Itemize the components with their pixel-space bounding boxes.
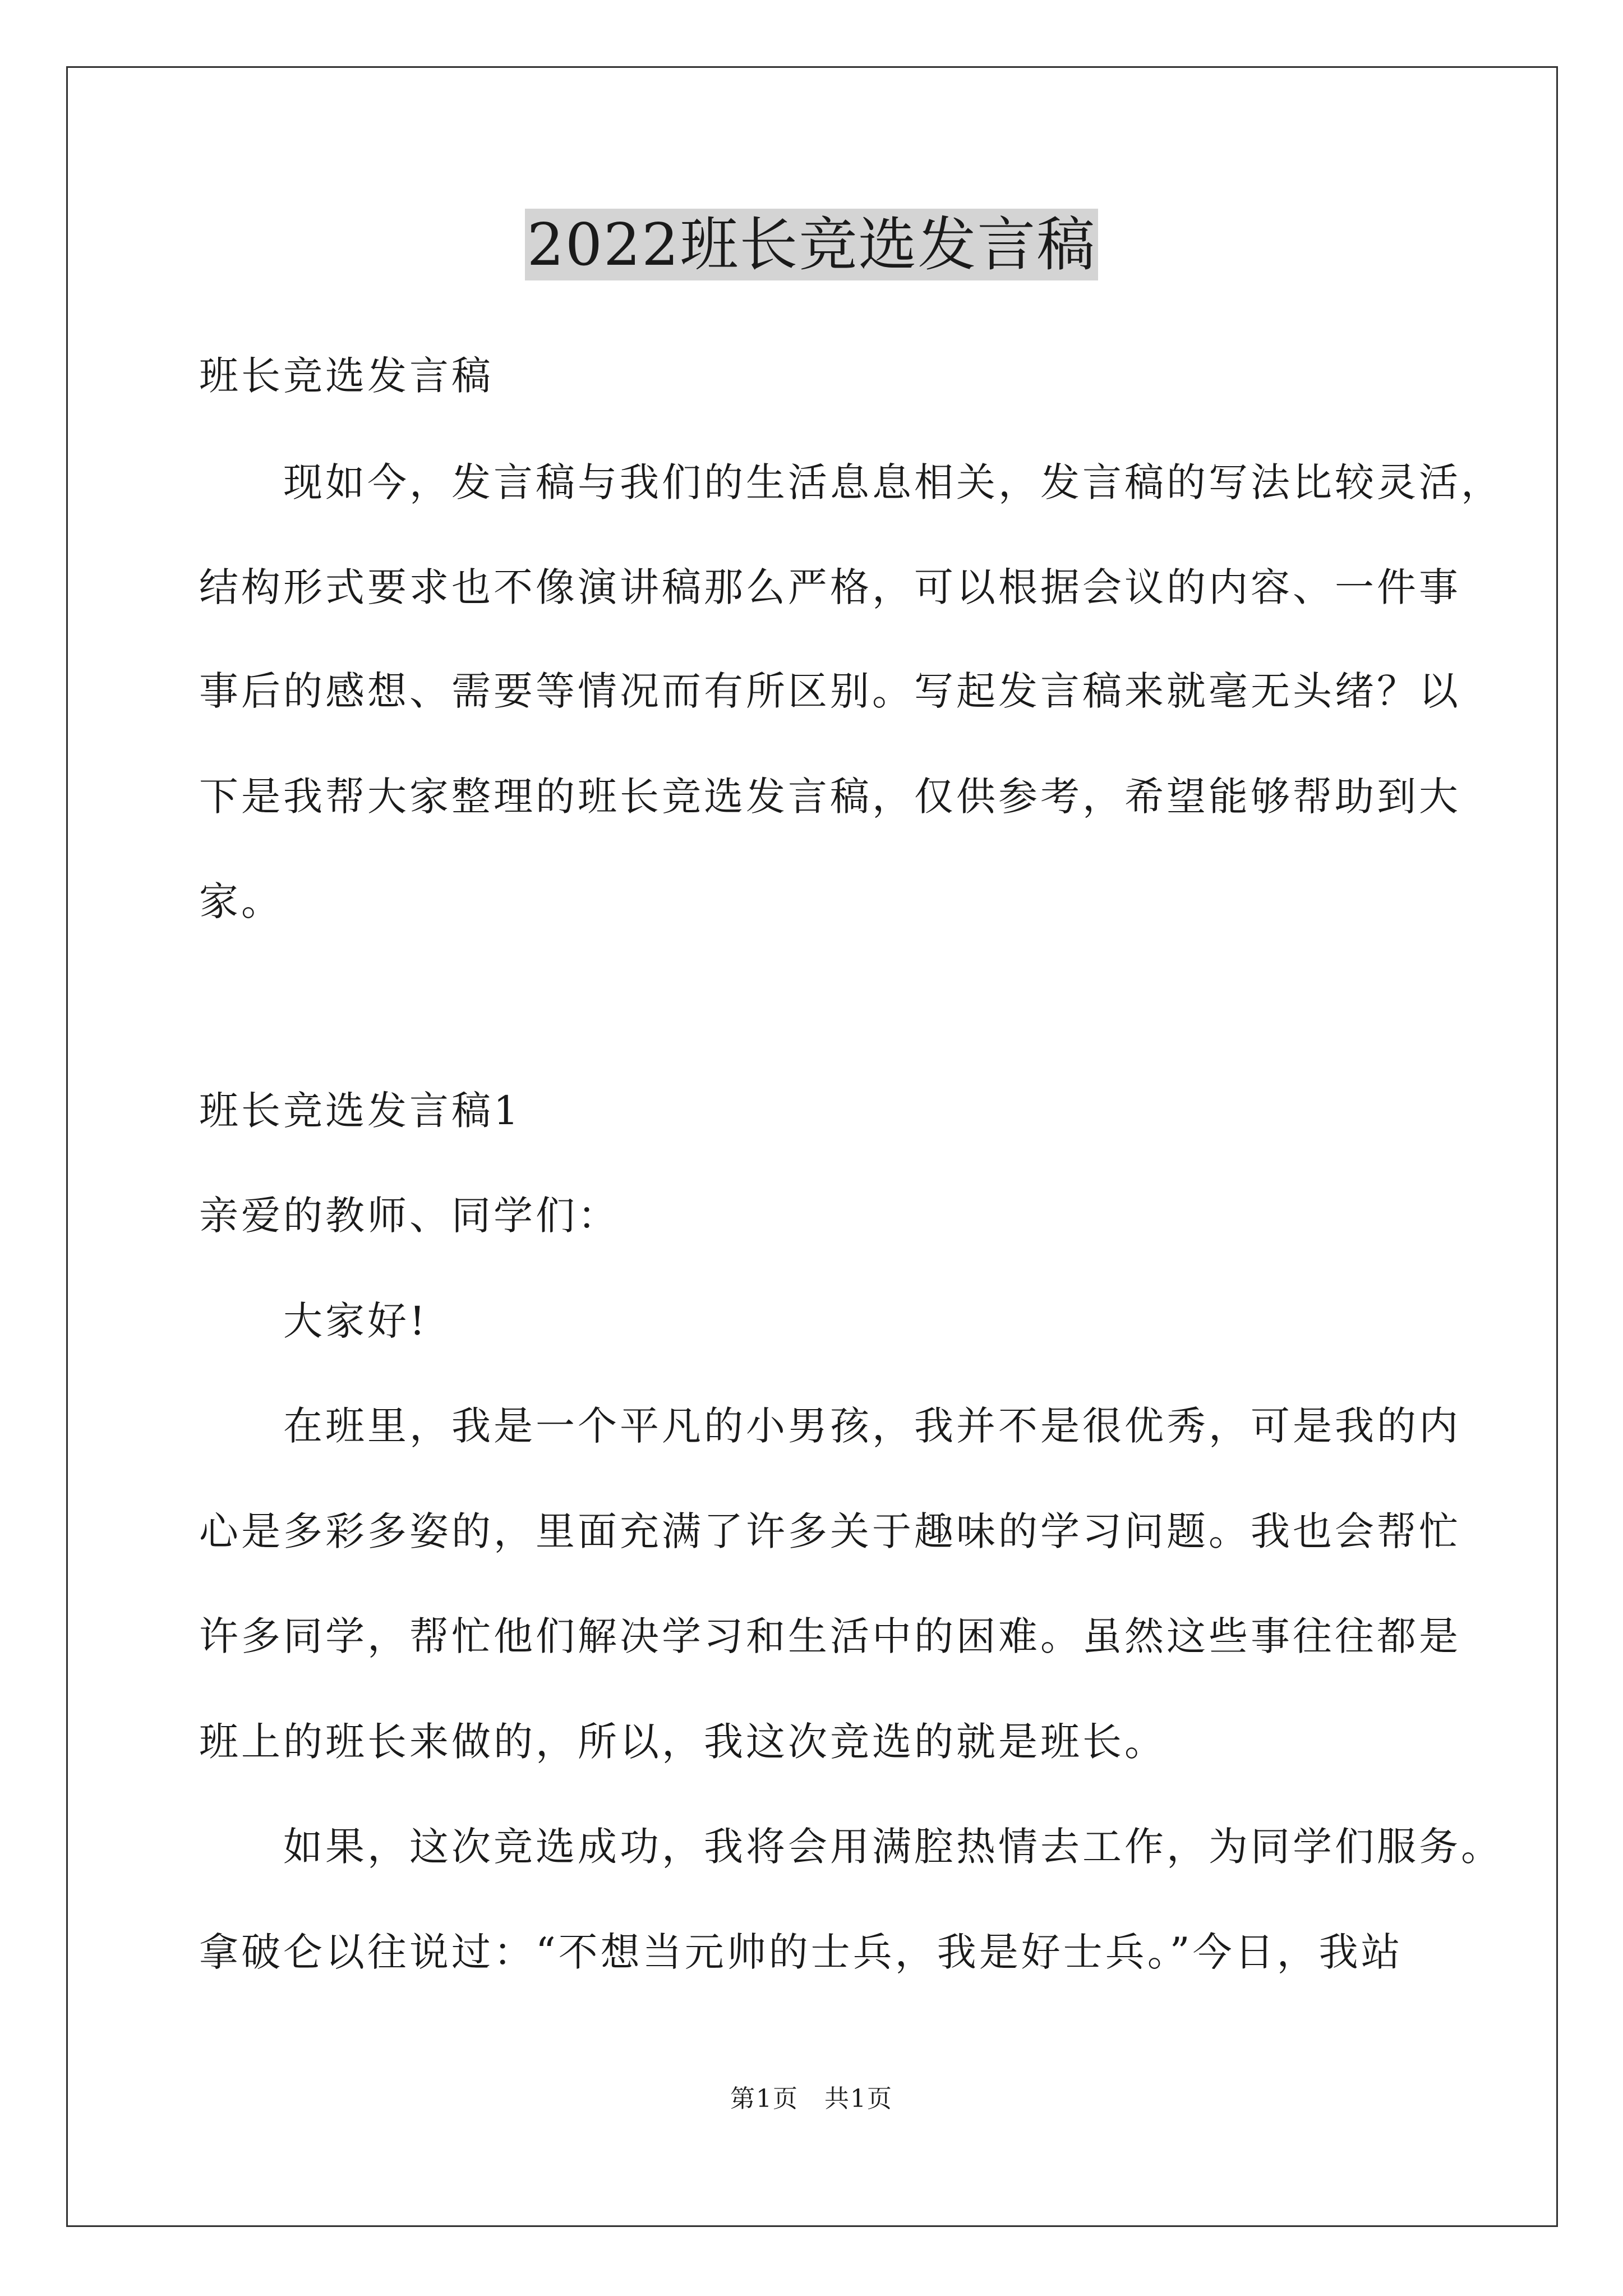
text-line-14: 如果，这次竞选成功，我将会用满腔热情去工作，为同学们服务。 — [283, 1824, 1503, 1870]
text-line-4: 事后的感想、需要等情况而有所区别。写起发言稿来就毫无头绪？以 — [199, 668, 1461, 714]
text-line-11: 心是多彩多姿的，里面充满了许多关于趣味的学习问题。我也会帮忙 — [199, 1508, 1461, 1554]
text-line-15: 拿破仑以往说过：“不想当元帅的士兵，我是好士兵。”今日，我站 — [199, 1929, 1403, 1975]
greeting: 大家好! — [283, 1298, 428, 1344]
salutation: 亲爱的教师、同学们： — [199, 1193, 620, 1239]
title-container — [0, 209, 1623, 280]
document-title: 2022班长竞选发言稿 — [525, 209, 1099, 280]
section-heading: 班长竞选发言稿1 — [199, 1088, 522, 1134]
page-footer: 第1页 共1页 — [730, 2085, 893, 2113]
text-line-6: 家。 — [199, 878, 283, 924]
text-line-5: 下是我帮大家整理的班长竞选发言稿，仅供参考，希望能够帮助到大 — [199, 774, 1461, 820]
text-line-13: 班上的班长来做的，所以，我这次竞选的就是班长。 — [199, 1719, 1166, 1765]
text-line-3: 结构形式要求也不像演讲稿那么严格，可以根据会议的内容、一件事 — [199, 564, 1461, 610]
text-line-2: 现如今，发言稿与我们的生活息息相关，发言稿的写法比较灵活， — [283, 459, 1503, 505]
text-line-1: 班长竞选发言稿 — [199, 353, 494, 399]
text-line-12: 许多同学，帮忙他们解决学习和生活中的困难。虽然这些事往往都是 — [199, 1613, 1461, 1659]
text-line-10: 在班里，我是一个平凡的小男孩，我并不是很优秀，可是我的内 — [283, 1403, 1461, 1449]
